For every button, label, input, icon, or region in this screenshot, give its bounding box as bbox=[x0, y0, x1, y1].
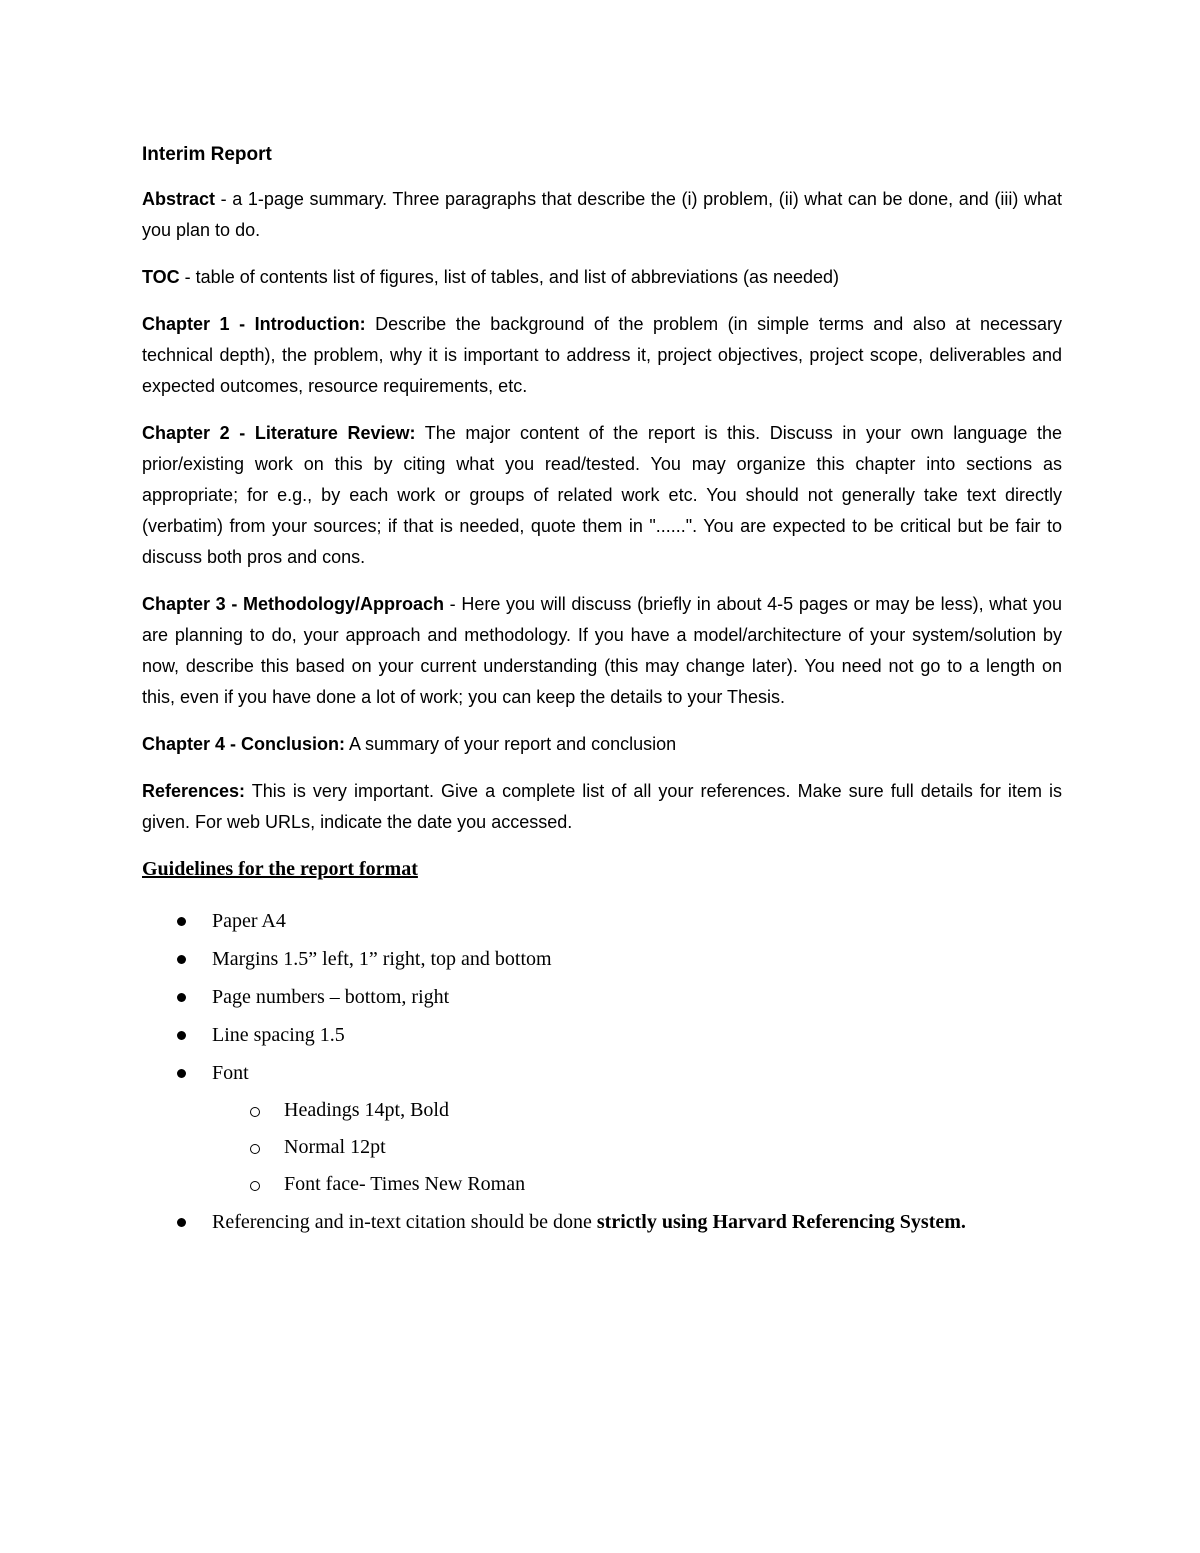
section-label: TOC bbox=[142, 267, 180, 287]
section-text: This is very important. Give a complete list of all your references. Make sure full details for item is given. For web URLs, indicate the date you accessed. bbox=[142, 781, 1062, 832]
section-text: The major content of the report is this. Discuss in your own language the prior/existing work on this by citing what you read/tested. You may organize this chapter into sections as appropriate; for e.g., by each work or groups of related work etc. You should not generally take text directly (verbatim) from your sources; if that is needed, quote them in "......". You are expected to be critical but be fair to discuss both pros and cons. bbox=[142, 423, 1062, 567]
section-text: Describe the background of the problem (in simple terms and also at necessary technical depth), the problem, why it is important to address it, project objectives, project scope, deliverables and expected outcomes, resource requirements, etc. bbox=[142, 314, 1062, 396]
list-item bbox=[142, 1054, 1062, 1203]
list-item bbox=[142, 902, 1062, 940]
section-label: Chapter 4 - Conclusion: bbox=[142, 734, 346, 754]
circle-bullet-icon bbox=[250, 1144, 260, 1154]
document-content bbox=[142, 141, 1062, 1241]
bullet-icon bbox=[177, 955, 186, 964]
bullet-icon bbox=[177, 1218, 186, 1227]
list-item bbox=[142, 978, 1062, 1016]
list-item-text: Page numbers – bottom, right bbox=[212, 986, 450, 1008]
section-text: - a 1-page summary. Three paragraphs that describe the (i) problem, (ii) what can be done, and (iii) what you plan to do. bbox=[142, 189, 1062, 240]
section-label: References: bbox=[142, 781, 246, 801]
sub-list-item bbox=[212, 1092, 1062, 1129]
document-title: Interim Report bbox=[142, 144, 272, 165]
section-text: - table of contents list of figures, list of tables, and list of abbreviations (as needed) bbox=[179, 267, 840, 287]
section-chapter-2 bbox=[142, 418, 1062, 573]
section-label: Chapter 2 - Literature Review: bbox=[142, 423, 416, 443]
font-sublist bbox=[212, 1092, 1062, 1203]
sub-list-item-text: Headings 14pt, Bold bbox=[284, 1099, 449, 1121]
section-text: A summary of your report and conclusion bbox=[345, 734, 677, 754]
section-chapter-3 bbox=[142, 589, 1062, 713]
section-abstract bbox=[142, 184, 1062, 246]
section-chapter-1 bbox=[142, 309, 1062, 402]
section-references bbox=[142, 776, 1062, 838]
bullet-icon bbox=[177, 917, 186, 926]
bullet-icon bbox=[177, 993, 186, 1002]
bullet-icon bbox=[177, 1069, 186, 1078]
list-item bbox=[142, 940, 1062, 978]
sub-list-item bbox=[212, 1166, 1062, 1203]
list-item-text: Paper A4 bbox=[212, 910, 286, 932]
bullet-icon bbox=[177, 1031, 186, 1040]
list-item-text: Referencing and in-text citation should be done bbox=[212, 1211, 597, 1233]
list-item-text-bold: strictly using Harvard Referencing System. bbox=[596, 1211, 966, 1233]
guidelines-list bbox=[142, 902, 1062, 1241]
list-item bbox=[142, 1016, 1062, 1054]
section-chapter-4 bbox=[142, 729, 1062, 760]
section-label: Abstract bbox=[142, 189, 216, 209]
section-text: - Here you will discuss (briefly in about 4-5 pages or may be less), what you are planning to do, your approach and methodology. If you have a model/architecture of your system/solution by now, describe this based on your current understanding (this may change later). You need not go to a length on this, even if you have done a lot of work; you can keep the details to your Thesis. bbox=[142, 594, 1062, 707]
sub-list-item-text: Normal 12pt bbox=[284, 1136, 386, 1158]
circle-bullet-icon bbox=[250, 1181, 260, 1191]
sub-list-item bbox=[212, 1129, 1062, 1166]
section-label: Chapter 1 - Introduction: bbox=[142, 314, 366, 334]
list-item-text: Font bbox=[212, 1062, 249, 1084]
section-toc bbox=[142, 262, 1062, 293]
circle-bullet-icon bbox=[250, 1107, 260, 1117]
sub-list-item-text: Font face- Times New Roman bbox=[284, 1173, 526, 1195]
guidelines-heading: Guidelines for the report format bbox=[142, 858, 418, 880]
section-label: Chapter 3 - Methodology/Approach bbox=[142, 594, 445, 614]
list-item-text: Margins 1.5” left, 1” right, top and bottom bbox=[212, 948, 552, 970]
list-item-text: Line spacing 1.5 bbox=[212, 1024, 345, 1046]
list-item bbox=[142, 1203, 1062, 1241]
